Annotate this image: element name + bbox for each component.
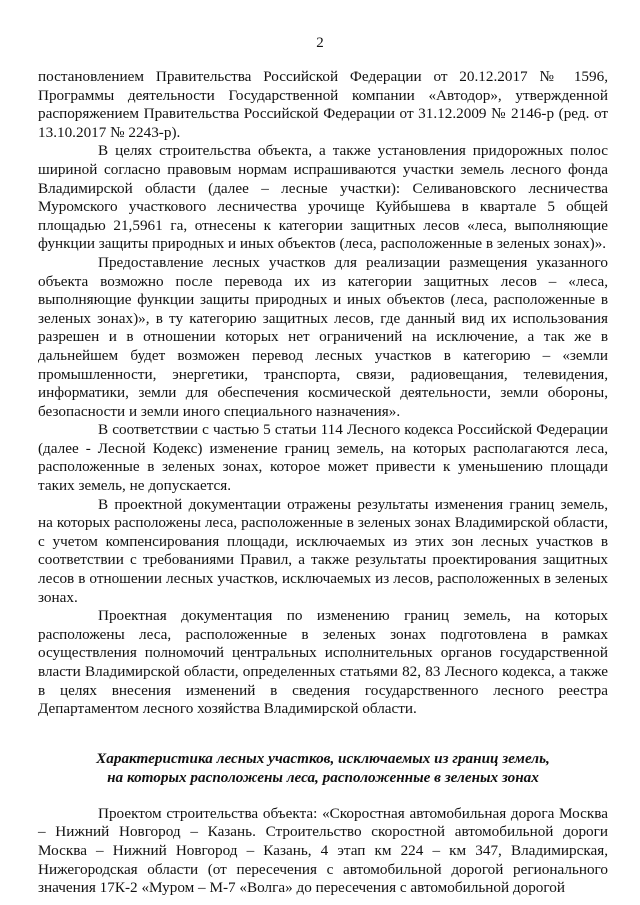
paragraph-land-transfer: Предоставление лесных участков для реализации размещения указанного объекта возможно после перевода их из категории защитных лесов – «леса, выполняющие функции защиты природных и иных объектов (леса, расположенные в зеленых зонах)», в ту категорию защитных лесов, где данный вид их использования разрешен и в отношении которых нет ограничений на исключение, а так же в дальнейшем будет возможен перевод лесных участков в категорию – «земли промышленности, энергетики, транспорта, связи, радиовещания, телевидения, информатики, земли для обеспечения космической деятельности, земли обороны, безопасности и земли иного специального назначения».	[38, 253, 608, 420]
paragraph-project-documentation: Проектная документация по изменению границ земель, на которых расположены леса, расположенные в зеленых зонах подготовлена в рамках осуществления полномочий центральных исполнительных органов государственной власти Владимирской области, определенных статьями 82, 83 Лесного кодекса, а также в целях внесения изменений в сведения государственного лесного реестра Департаментом лесного хозяйства Владимирской области.	[38, 607, 608, 718]
paragraph-project-results: В проектной документации отражены результаты изменения границ земель, на которых расположены леса, расположенные в зеленых зонах Владимирской области, с учетом компенсирования площади, исключаемых из этих зон лесных участков в соответствии с требованиями Правил, а также результаты проектирования защитных лесов в отношении лесных участков, исключаемых из лесов, расположенных в зеленых зонах.	[38, 495, 608, 606]
section-title-line-2: на которых расположены леса, расположенные в зеленых зонах	[107, 768, 539, 786]
paragraph-continuation: постановлением Правительства Российской Федерации от 20.12.2017 № 1596, Программы деятельности Государственной компании «Автодор», утвержденной распоряжением Правительства Российской Федерации от 31.12.2009 № 2146-р (ред. от 13.10.2017 № 2243-р).	[38, 68, 608, 141]
section-spacer-2	[38, 787, 608, 805]
document-body	[38, 68, 608, 898]
paragraph-forest-code: В соответствии с частью 5 статьи 114 Лесного кодекса Российской Федерации (далее - Лесной Кодекс) изменение границ земель, на которых располагаются леса, расположенные в зеленых зонах, которое может привести к уменьшению площади таких земель, не допускается.	[38, 421, 608, 495]
section-spacer	[38, 719, 608, 749]
paragraph-land-plots: В целях строительства объекта, а также установления придорожных полос шириной согласно правовым нормам испрашиваются участки земель лесного фонда Владимирской области (далее – лесные участки): Селивановского лесничества Муромского участкового лесничества урочище Куйбышева в квартале 5 общей площадью 21,5961 га, отнесены к категории защитных лесов «леса, выполняющие функции защиты природных и иных объектов (леса, расположенные в зеленых зонах)».	[38, 142, 608, 253]
section-title-line-1: Характеристика лесных участков, исключаемых из границ земель,	[96, 749, 550, 767]
page-number: 2	[316, 35, 324, 51]
paragraph-construction-project: Проектом строительства объекта: «Скоростная автомобильная дорога Москва – Нижний Новгород – Казань. Строительство скоростной автомобильной дороги Москва – Нижний Новгород – Казань, 4 этап км 224 – км 347, Владимирская, Нижегородская области (от пересечения с автомобильной дорогой регионального значения 17К-2 «Муром – М-7 «Волга» до пересечения с автомобильной дорогой	[38, 804, 608, 897]
